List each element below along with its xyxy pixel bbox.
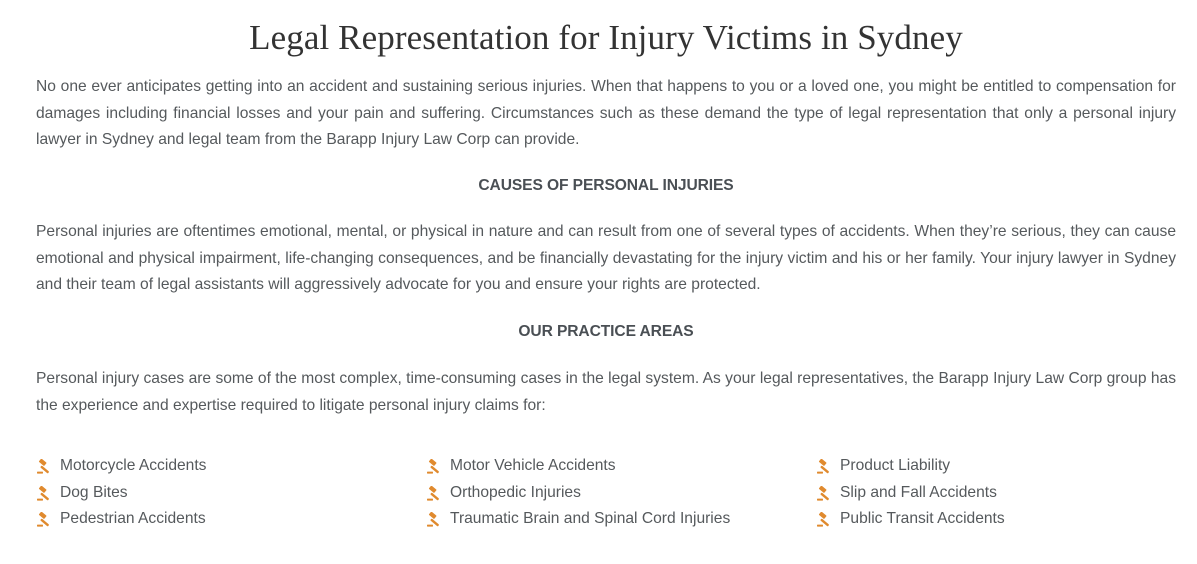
list-item (36, 506, 416, 533)
gavel-icon (426, 458, 444, 474)
list-item (816, 453, 1196, 480)
list-item-label: Traumatic Brain and Spinal Cord Injuries (450, 510, 731, 527)
gavel-icon (816, 511, 834, 527)
list-item-label: Pedestrian Accidents (60, 510, 206, 527)
list-item (426, 453, 806, 480)
gavel-icon (816, 458, 834, 474)
practice-areas-column-3 (816, 453, 1196, 533)
list-item-label: Public Transit Accidents (840, 510, 1005, 527)
section-heading-causes: CAUSES OF PERSONAL INJURIES (478, 177, 734, 194)
causes-paragraph: Personal injuries are oftentimes emotional, mental, or physical in nature and can result from one of several types of accidents. When they’re serious, they can cause emotional and physical impairment, life-changing consequences, and be financially devastating for the injury victim and his or her family. Your injury lawyer in Sydney and their team of legal assistants will aggressively advocate for you and ensure your rights are protected. (36, 223, 1176, 293)
gavel-icon (426, 511, 444, 527)
list-item-label: Dog Bites (60, 483, 128, 501)
list-item (36, 480, 416, 507)
list-item (816, 480, 1196, 507)
gavel-icon (36, 511, 54, 527)
list-item (816, 506, 1196, 533)
list-item-label: Motor Vehicle Accidents (450, 457, 616, 474)
gavel-icon (816, 485, 834, 501)
page-title: Legal Representation for Injury Victims in Sydney (249, 18, 963, 57)
intro-paragraph: No one ever anticipates getting into an accident and sustaining serious injuries. When that happens to you or a loved one, you might be entitled to compensation for damages including financial losses and your pain and suffering. Circumstances such as these demand the type of legal representation that only a personal injury lawyer in Sydney and legal team from the Barapp Injury Law Corp can provide. (36, 78, 1176, 148)
list-item-label: Motorcycle Accidents (60, 457, 207, 474)
list-item (426, 506, 806, 533)
practice-areas-column-2 (426, 453, 806, 533)
list-item-label: Product Liability (840, 457, 951, 474)
list-item (36, 453, 416, 480)
practice-areas-paragraph: Personal injury cases are some of the most complex, time-consuming cases in the legal system. As your legal representatives, the Barapp Injury Law Corp group has the experience and expertise required to litigate personal injury claims for: (36, 370, 1176, 414)
practice-areas-column-1 (36, 453, 416, 533)
gavel-icon (426, 485, 444, 501)
gavel-icon (36, 485, 54, 501)
list-item-label: Orthopedic Injuries (450, 483, 581, 501)
list-item-label: Slip and Fall Accidents (840, 483, 997, 501)
gavel-icon (36, 458, 54, 474)
list-item (426, 480, 806, 507)
section-heading-practice-areas: OUR PRACTICE AREAS (518, 323, 694, 340)
